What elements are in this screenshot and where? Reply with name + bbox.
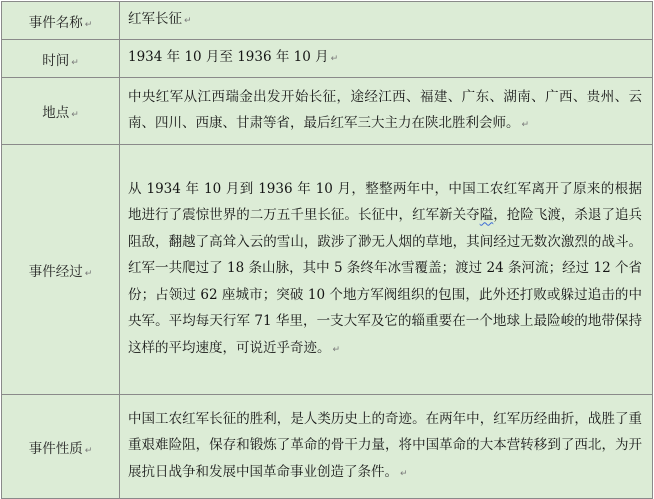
row-value-text: 中央红军从江西瑞金出发开始长征，途经江西、福建、广东、湖南、广西、贵州、云南、四川、西康、甘肃等省，最后红军三大主力在陕北胜利会师。: [128, 88, 642, 131]
row-label-event-name: [2, 2, 120, 40]
paragraph-mark-icon: ↵: [84, 268, 93, 279]
row-label-nature: [2, 395, 120, 499]
table-row: [2, 145, 653, 395]
paragraph-mark-icon: ↵: [84, 445, 93, 456]
row-value-nature[interactable]: [120, 395, 653, 499]
row-label-place: [2, 78, 120, 145]
row-label-text: 事件经过: [28, 263, 83, 280]
row-value-text: 红军长征: [128, 11, 182, 28]
row-value-text: 1934 年 10 月至 1936 年 10 月: [128, 49, 329, 66]
paragraph-mark-icon: ↵: [330, 54, 339, 65]
table-row: [2, 395, 653, 499]
table-row: [2, 2, 653, 40]
paragraph-mark-icon: ↵: [400, 468, 408, 479]
row-value-time[interactable]: [120, 40, 653, 78]
paragraph-mark-icon: ↵: [184, 16, 192, 27]
row-label-text: 地点: [42, 105, 70, 121]
row-value-place[interactable]: [120, 78, 653, 145]
row-value-text: 中国工农红军长征的胜利，是人类历史上的奇迹。在两年中，红军历经曲折，战胜了重重艰难险阻，保存和锻炼了革命的骨干力量，将中国革命的大本营转移到了西北，为开展抗日战争和发展中国革命事业创造了条件。: [128, 410, 642, 480]
event-info-table: [1, 1, 653, 499]
row-label-text: 时间: [42, 52, 70, 69]
table-row: [2, 78, 653, 145]
row-value-text: ，抢险飞渡，杀退了追兵阻敌，翻越了高耸入云的雪山，跋涉了渺无人烟的草地，其间经过无数次激烈的战斗。红军一共爬过了 18 条山脉，其中 5 条终年冰雪覆盖；渡过 24 条河流；经过 12 个省份；占领过 62 座城市；突破 10 个地方军阀组织的包围，此外还打败或躲过追击的中央军。平均每天行军 71 华里，一支大军及它的辎重要在一个地球上最险峻的地带保持这样的平均速度，可说近乎奇迹。: [128, 207, 643, 356]
table-row: [2, 40, 653, 78]
paragraph-mark-icon: ↵: [71, 110, 79, 120]
paragraph-mark-icon: ↵: [332, 344, 341, 355]
row-label-time: [2, 40, 120, 78]
row-value-event-name[interactable]: [120, 2, 653, 40]
paragraph-mark-icon: ↵: [84, 19, 93, 30]
row-value-text: 从 1934 年 10 月到 1936 年 10 月，整整两年中，中国工农红军离开了原来的根据地进行了震惊世界的二万五千里长征。长征中，红军新关夺: [128, 180, 642, 224]
row-label-text: 事件名称: [28, 14, 83, 31]
row-value-process[interactable]: [120, 145, 653, 395]
row-label-process: [2, 145, 120, 395]
row-label-text: 事件性质: [28, 440, 83, 457]
spellcheck-marked-word[interactable]: 隘: [479, 207, 494, 224]
paragraph-mark-icon: ↵: [71, 57, 79, 68]
paragraph-mark-icon: ↵: [521, 120, 530, 130]
